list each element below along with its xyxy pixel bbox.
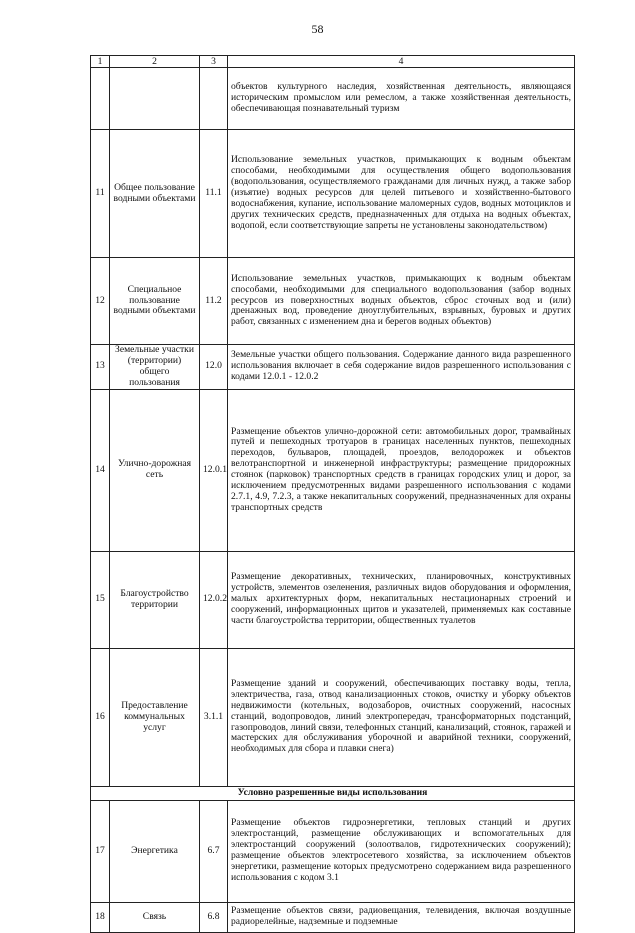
use-description-cell: Размещение зданий и сооружений, обеспечивающих поставку воды, тепла, электричества, газа, отвод канализационных стоков, очистку и уборку объектов недвижимости (котельных, водозаборов, очистных сооружений, насосных станций, водопроводов, линий электропередач, трансформаторных подстанций, газопроводов, линий связи, телефонных станций, канализаций, стоянок, гаражей и мастерских для обслуживания уборочной и аварийной техники, сооружений, необходимых для сбора и плавки снега) (228, 648, 575, 786)
use-name-cell: Связь (110, 902, 200, 932)
table-row (91, 68, 575, 130)
use-code-cell: 11.2 (200, 258, 228, 345)
row-number-cell: 17 (91, 800, 110, 902)
row-number-cell: 16 (91, 648, 110, 786)
use-description-cell: Использование земельных участков, примыкающих к водным объектам способами, необходимыми для осуществления общего водопользования (водопользования, осуществляемого гражданами для личных нужд, а также забор (изъятие) водных ресурсов для целей питьевого и хозяйственно-бытового водоснабжения, купание, использование маломерных судов, водных мотоциклов и других технических средств, предназначенных для отдыха на водных объектах, водопой, если соответствующие запреты не установлены законодательством) (228, 130, 575, 258)
table-row (91, 800, 575, 902)
use-name-cell: Энергетика (110, 800, 200, 902)
table-row (91, 902, 575, 932)
use-code-cell: 12.0.2 (200, 551, 228, 648)
row-number-cell: 13 (91, 345, 110, 390)
use-code-cell: 11.1 (200, 130, 228, 258)
use-description-cell: Земельные участки общего пользования. Содержание данного вида разрешенного использования включает в себя содержание видов разрешенного использования с кодами 12.0.1 - 12.0.2 (228, 345, 575, 390)
conditional-uses-group (91, 800, 575, 932)
column-number: 3 (200, 56, 228, 68)
use-description-cell: Размещение объектов связи, радиовещания, телевидения, включая воздушные радиорелейные, надземные и подземные (228, 902, 575, 932)
use-code-cell (200, 68, 228, 130)
section-row (91, 786, 575, 800)
use-description-cell: Использование земельных участков, примыкающих к водным объектам способами, необходимыми для специального водопользования (забор водных ресурсов из поверхностных водных объектов, сброс сточных вод и (или) дренажных вод, проведение дноуглубительных, взрывных, буровых и других работ, связанных с изменением дна и берегов водных объектов) (228, 258, 575, 345)
use-name-cell: Предоставление коммунальных услуг (110, 648, 200, 786)
use-code-cell: 12.0 (200, 345, 228, 390)
column-number: 4 (228, 56, 575, 68)
use-code-cell: 12.0.1 (200, 389, 228, 551)
table-row (91, 345, 575, 390)
column-number-header-row (91, 56, 575, 68)
permitted-uses-group (91, 130, 575, 787)
land-use-table (90, 55, 575, 933)
table-row (91, 389, 575, 551)
use-name-cell: Специальное пользование водными объектами (110, 258, 200, 345)
row-number-cell: 14 (91, 389, 110, 551)
table-row (91, 258, 575, 345)
use-code-cell: 3.1.1 (200, 648, 228, 786)
row-number-cell: 11 (91, 130, 110, 258)
table-row (91, 130, 575, 258)
page-number: 58 (311, 22, 324, 36)
use-code-cell: 6.7 (200, 800, 228, 902)
row-number-cell (91, 68, 110, 130)
use-name-cell: Улично-дорожная сеть (110, 389, 200, 551)
row-number-cell: 18 (91, 902, 110, 932)
table-row (91, 648, 575, 786)
use-description-cell: Размещение объектов улично-дорожной сети: автомобильных дорог, трамвайных путей и пешеходных тротуаров в границах населенных пунктов, пешеходных переходов, бульваров, площадей, проездов, велодорожек и объектов велотранспортной и инженерной инфраструктуры; размещение придорожных стоянок (парковок) транспортных средств в границах городских улиц и дорог, за исключением предусмотренных видами разрешенного использования с кодами 2.7.1, 4.9, 7.2.3, а также некапитальных сооружений, предназначенных для охраны транспортных средств (228, 389, 575, 551)
use-name-cell: Благоустройство территории (110, 551, 200, 648)
use-description-cell: Размещение декоративных, технических, планировочных, конструктивных устройств, элементов озеленения, различных видов оборудования и оформления, малых архитектурных форм, некапитальных нестационарных строений и сооружений, информационных щитов и указателей, применяемых как составные части благоустройства территории, общественных туалетов (228, 551, 575, 648)
column-number: 1 (91, 56, 110, 68)
row-number-cell: 15 (91, 551, 110, 648)
use-description-cell: объектов культурного наследия, хозяйственная деятельность, являющаяся историческим промыслом или ремеслом, а также хозяйственная деятельность, обеспечивающая познавательный туризм (228, 68, 575, 130)
use-name-cell: Общее пользование водными объектами (110, 130, 200, 258)
use-name-cell (110, 68, 200, 130)
table-row (91, 551, 575, 648)
use-name-cell: Земельные участки (территории) общего пользования (110, 345, 200, 390)
section-title: Условно разрешенные виды использования (91, 786, 575, 800)
row-number-cell: 12 (91, 258, 110, 345)
use-code-cell: 6.8 (200, 902, 228, 932)
column-number: 2 (110, 56, 200, 68)
use-description-cell: Размещение объектов гидроэнергетики, тепловых станций и других электростанций, размещение обслуживающих и вспомогательных для электростанций сооружений (золоотвалов, гидротехнических сооружений); размещение объектов электросетевого хозяйства, за исключением объектов энергетики, размещение которых предусмотрено содержанием вида разрешенного использования с кодом 3.1 (228, 800, 575, 902)
